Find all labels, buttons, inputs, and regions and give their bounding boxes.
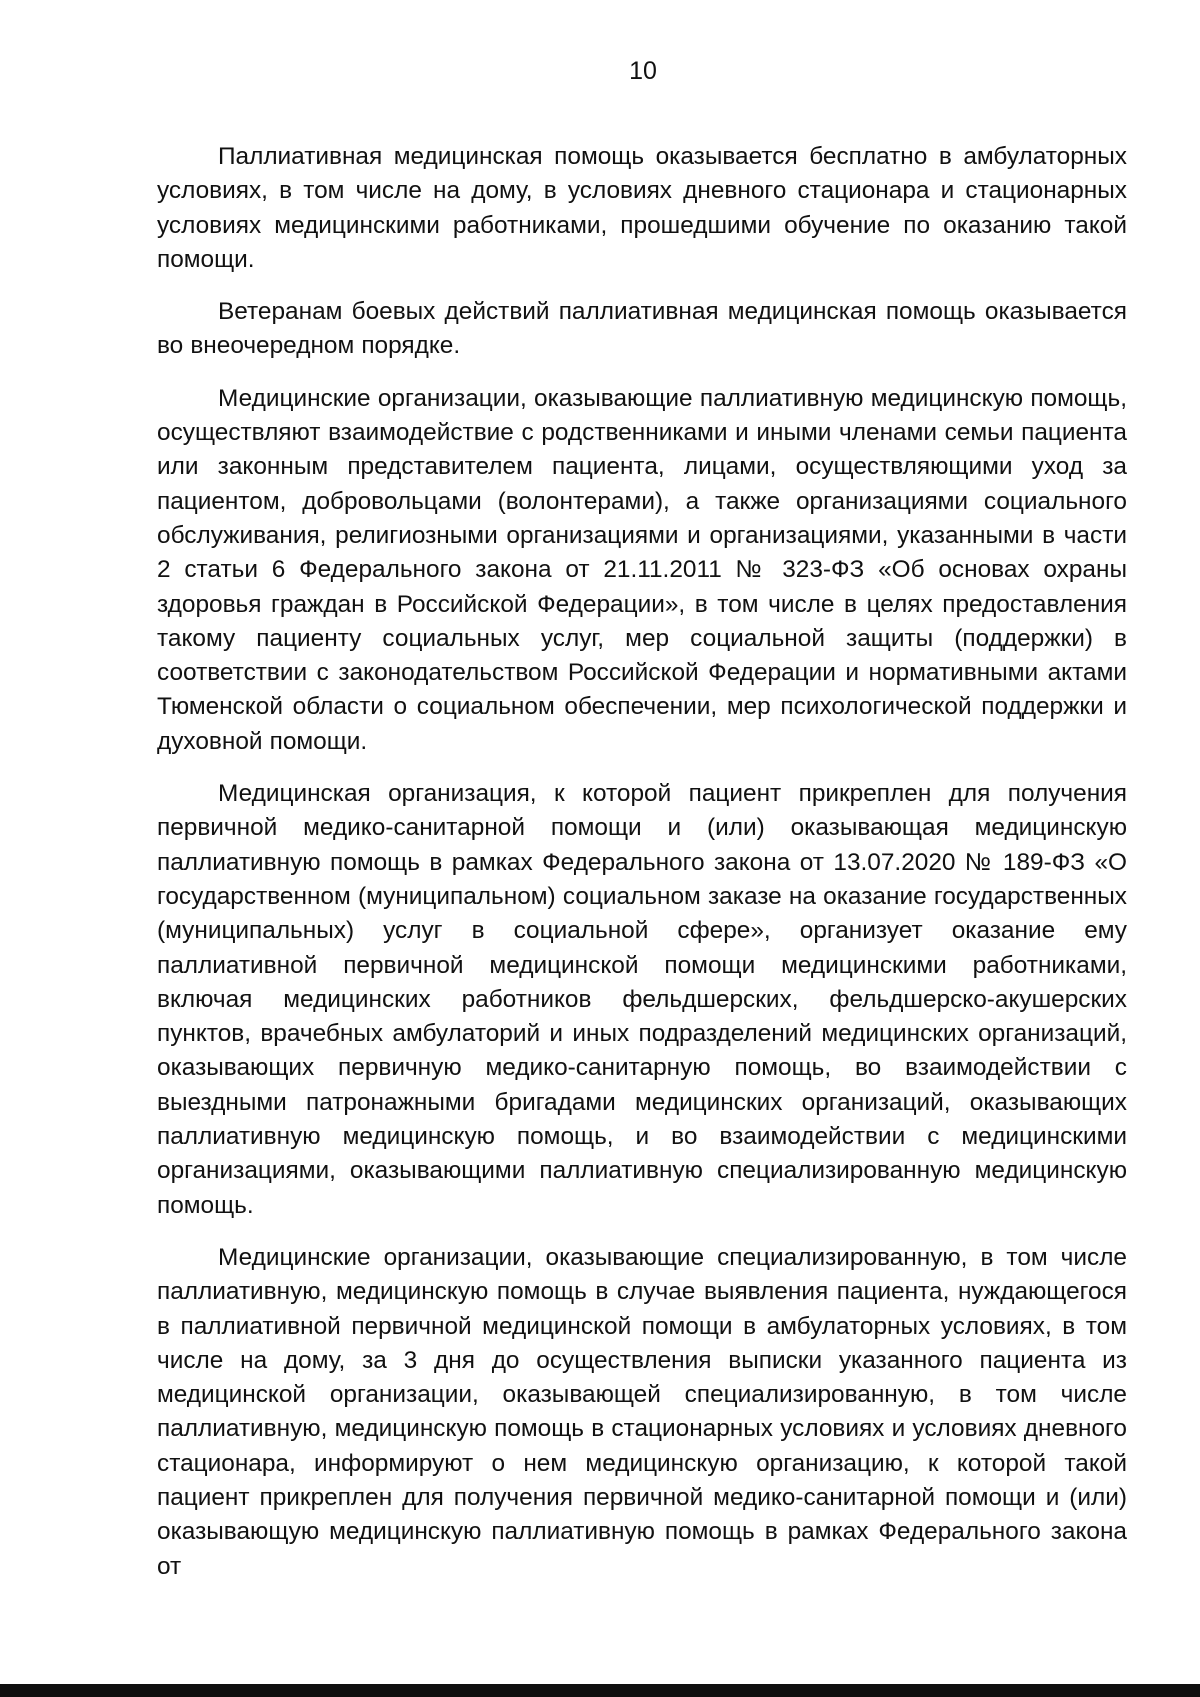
paragraph-discharge-notification: Медицинские организации, оказывающие специализированную, в том числе паллиативную, медицинскую помощь в случае выявления пациента, нуждающегося в паллиативной первичной медицинской помощи в амбулаторных условиях, в том числе на дому, за 3 дня до осуществления выписки указанного пациента из медицинской организации, оказывающей специализированную, в том числе паллиативную, медицинскую помощь в стационарных условиях и условиях дневного стационара, информируют о нем медицинскую организацию, к которой такой пациент прикреплен для получения первичной медико-санитарной помощи и (или) оказывающую медицинскую паллиативную помощь в рамках Федерального закона от [157,1243,1127,1580]
scan-bottom-border [0,1684,1200,1697]
paragraph-combat-veterans: Ветеранам боевых действий паллиативная медицинская помощь оказывается во внеочередном порядке. [157,298,1127,360]
page-number: 10 [629,57,657,85]
paragraph-organization-interaction: Медицинские организации, оказывающие паллиативную медицинскую помощь, осуществляют взаимодействие с родственниками и иными членами семьи пациента или законным представителем пациента, лицами, осуществляющими уход за пациентом, добровольцами (волонтерами), а также организациями социального обслуживания, религиозными организациями и организациями, указанными в части 2 статьи 6 Федерального закона от 21.11.2011 № 323-ФЗ «Об основах охраны здоровья граждан в Российской Федерации», в том числе в целях предоставления такому пациенту социальных услуг, мер социальной защиты (поддержки) в соответствии с законодательством Российской Федерации и нормативными актами Тюменской области о социальном обеспечении, мер психологической поддержки и духовной помощи. [157,384,1127,755]
paragraph-primary-care-organization: Медицинская организация, к которой пациент прикреплен для получения первичной медико-санитарной помощи и (или) оказывающая медицинскую паллиативную помощь в рамках Федерального закона от 13.07.2020 № 189-ФЗ «О государственном (муниципальном) социальном заказе на оказание государственных (муниципальных) услуг в социальной сфере», организует оказание ему паллиативной первичной медицинской помощи медицинскими работниками, включая медицинских работников фельдшерских, фельдшерско-акушерских пунктов, врачебных амбулаторий и иных подразделений медицинских организаций, оказывающих первичную медико-санитарную помощь, во взаимодействии с выездными патронажными бригадами медицинских организаций, оказывающих паллиативную медицинскую помощь, и во взаимодействии с медицинскими организациями, оказывающими паллиативную специализированную медицинскую помощь. [157,780,1127,1219]
paragraph-palliative-free-care: Паллиативная медицинская помощь оказывается бесплатно в амбулаторных условиях, в том числе на дому, в условиях дневного стационара и стационарных условиях медицинскими работниками, прошедшими обучение по оказанию такой помощи. [157,143,1127,273]
document-body [157,140,1127,1584]
